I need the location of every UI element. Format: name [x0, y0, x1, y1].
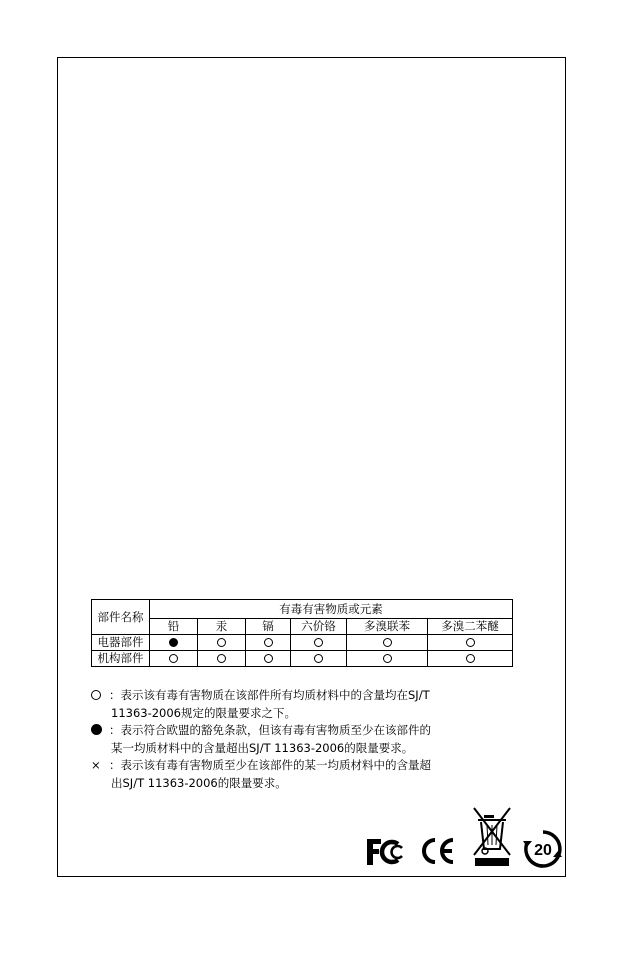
mark-icon: [217, 638, 226, 647]
mark-icon: [466, 654, 475, 663]
circle-symbol: [91, 687, 109, 705]
note-dot: [91, 722, 431, 740]
mark-icon: [383, 638, 392, 647]
epup-number: 20: [534, 842, 552, 859]
table-row: [92, 651, 513, 667]
note-circle: [91, 687, 431, 705]
mark-icon: [466, 638, 475, 647]
note-circle-line2: 11363-2006规定的限量要求之下。: [111, 705, 296, 720]
substances-group-header: 有毒有害物质或元素: [150, 600, 513, 619]
substance-lead: 铅: [150, 619, 198, 635]
mark-cell: [246, 635, 291, 651]
mark-cell: [347, 635, 428, 651]
table-row: [92, 635, 513, 651]
note-cross-line1: ：表示该有毒有害物质至少在该部件的某一均质材料中的含量超: [109, 758, 431, 772]
mark-cell: [428, 651, 513, 667]
cross-symbol: ×: [91, 758, 101, 772]
filled-circle-icon: [91, 724, 102, 735]
mark-cell: [198, 651, 246, 667]
substance-cadmium: 镉: [246, 619, 291, 635]
legend-notes: [91, 687, 431, 792]
substance-mercury: 汞: [198, 619, 246, 635]
note-cross-line2: 出SJ/T 11363-2006的限量要求。: [111, 775, 287, 790]
fcc-logo-icon: [365, 835, 407, 867]
empty-circle-icon: [91, 690, 101, 700]
mark-cell: [428, 635, 513, 651]
part-name-header: 部件名称: [92, 600, 150, 635]
mark-cell: [347, 651, 428, 667]
note-circle-line1: ：表示该有毒有害物质在该部件所有均质材料中的含量均在SJ/T: [109, 688, 430, 702]
mark-cell: [150, 635, 198, 651]
ce-logo-icon: [420, 837, 456, 865]
hazardous-substance-table: [91, 599, 513, 667]
mark-cell: [291, 635, 347, 651]
note-dot-line2: 某一均质材料中的含量超出SJ/T 11363-2006的限量要求。: [111, 740, 414, 755]
mark-icon: [169, 638, 178, 647]
certification-logos: [365, 800, 565, 870]
mark-icon: [169, 654, 178, 663]
mark-icon: [383, 654, 392, 663]
part-name: 机构部件: [92, 651, 150, 667]
mark-cell: [291, 651, 347, 667]
mark-cell: [198, 635, 246, 651]
part-name: 电器部件: [92, 635, 150, 651]
mark-icon: [264, 654, 273, 663]
mark-icon: [264, 638, 273, 647]
mark-icon: [314, 654, 323, 663]
substance-pbb: 多溴联苯: [347, 619, 428, 635]
note-cross: [91, 757, 431, 775]
substance-chromium-vi: 六价铬: [291, 619, 347, 635]
substance-header-row: [92, 619, 513, 635]
substance-pbde: 多溴二苯醚: [428, 619, 513, 635]
epup-20-icon: [522, 828, 564, 870]
weee-bin-icon: [471, 805, 513, 869]
mark-icon: [217, 654, 226, 663]
mark-cell: [150, 651, 198, 667]
note-dot-line1: ：表示符合欧盟的豁免条款，但该有毒有害物质至少在该部件的: [109, 723, 431, 737]
dot-symbol: [91, 722, 109, 740]
mark-icon: [314, 638, 323, 647]
mark-cell: [246, 651, 291, 667]
